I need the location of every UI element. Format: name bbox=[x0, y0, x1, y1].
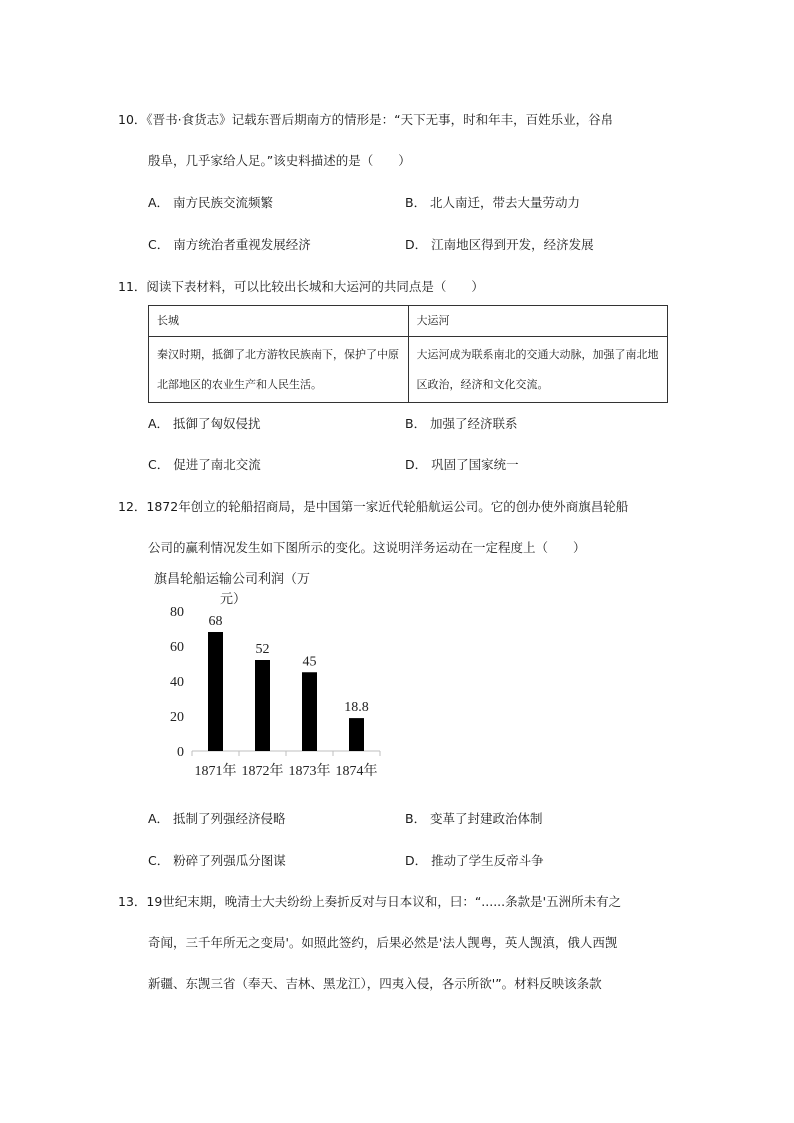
q13-stem-line2: 奇闻，三千年所无之变局'。如照此签约，后果必然是'法人觊粤，英人觊滇，俄人西觊 bbox=[148, 935, 618, 950]
profit-bar-chart bbox=[150, 565, 390, 787]
q10-option-a[interactable]: A． 南方民族交流频繁 bbox=[148, 195, 274, 210]
x-category-label: 1871年 bbox=[194, 764, 237, 779]
chart-bars bbox=[208, 632, 364, 751]
q12-option-b[interactable]: B． 变革了封建政治体制 bbox=[405, 811, 543, 826]
y-tick-label: 0 bbox=[177, 745, 184, 760]
q10-option-b[interactable]: B． 北人南迁，带去大量劳动力 bbox=[405, 195, 581, 210]
q10-option-c[interactable]: C． 南方统治者重视发展经济 bbox=[148, 237, 311, 252]
q12-option-d[interactable]: D． 推动了学生反帝斗争 bbox=[405, 853, 544, 868]
table-cell-grand-canal: 大运河成为联系南北的交通大动脉，加强了南北地区政治，经济和文化交流。 bbox=[408, 337, 668, 403]
chart-bar bbox=[302, 672, 317, 751]
bar-value-label: 45 bbox=[302, 654, 317, 670]
table-header-grand-canal: 大运河 bbox=[408, 306, 668, 337]
y-tick-label: 20 bbox=[170, 710, 184, 725]
bar-value-label: 18.8 bbox=[344, 700, 369, 716]
q11-stem-line1: 11．阅读下表材料，可以比较出长城和大运河的共同点是（ ） bbox=[118, 279, 484, 294]
q10-option-d[interactable]: D． 江南地区得到开发，经济发展 bbox=[405, 237, 594, 252]
q10-stem-line1: 10．《晋书·食货志》记载东晋后期南方的情形是：“天下无事，时和年丰，百姓乐业，谷帛 bbox=[118, 112, 614, 127]
x-category-label: 1874年 bbox=[335, 764, 378, 779]
q11-option-a[interactable]: A． 抵御了匈奴侵扰 bbox=[148, 416, 261, 431]
y-tick-label: 40 bbox=[170, 675, 184, 690]
x-category-label: 1872年 bbox=[241, 764, 284, 779]
chart-axis bbox=[170, 605, 380, 760]
chart-bar bbox=[255, 660, 270, 751]
q11-option-b[interactable]: B． 加强了经济联系 bbox=[405, 416, 518, 431]
table-header-great-wall: 长城 bbox=[149, 306, 409, 337]
q11-material-table bbox=[148, 305, 668, 403]
y-tick-label: 80 bbox=[170, 605, 184, 620]
q11-option-c[interactable]: C． 促进了南北交流 bbox=[148, 457, 261, 472]
y-tick-label: 60 bbox=[170, 640, 184, 655]
q11-option-d[interactable]: D． 巩固了国家统一 bbox=[405, 457, 519, 472]
x-category-label: 1873年 bbox=[288, 764, 331, 779]
chart-bar bbox=[208, 632, 223, 751]
chart-title-line2: 元） bbox=[220, 592, 247, 607]
q12-stem-line2: 公司的赢利情况发生如下图所示的变化。这说明洋务运动在一定程度上（ ） bbox=[148, 540, 586, 555]
q12-option-c[interactable]: C． 粉碎了列强瓜分图谋 bbox=[148, 853, 286, 868]
bar-value-label: 68 bbox=[208, 614, 223, 629]
q13-stem-line1: 13．19世纪末期，晚清士大夫纷纷上奏折反对与日本议和，曰：“......条款是'五洲所未有之 bbox=[118, 894, 622, 909]
q12-option-a[interactable]: A． 抵制了列强经济侵略 bbox=[148, 811, 286, 826]
q10-stem-line2: 殷阜，几乎家给人足。”该史料描述的是（ ） bbox=[148, 153, 411, 168]
q12-stem-line1: 12．1872年创立的轮船招商局，是中国第一家近代轮船航运公司。它的创办使外商旗昌轮船 bbox=[118, 499, 629, 514]
chart-bar bbox=[349, 718, 364, 751]
q13-stem-line3: 新疆、东觊三省（奉天、吉林、黑龙江），四夷入侵，各示所欲'”。材料反映该条款 bbox=[148, 976, 602, 991]
table-cell-great-wall: 秦汉时期，抵御了北方游牧民族南下，保护了中原北部地区的农业生产和人民生活。 bbox=[149, 337, 409, 403]
bar-value-label: 52 bbox=[255, 642, 270, 657]
chart-title-line1: 旗昌轮船运输公司利润（万 bbox=[154, 572, 311, 587]
